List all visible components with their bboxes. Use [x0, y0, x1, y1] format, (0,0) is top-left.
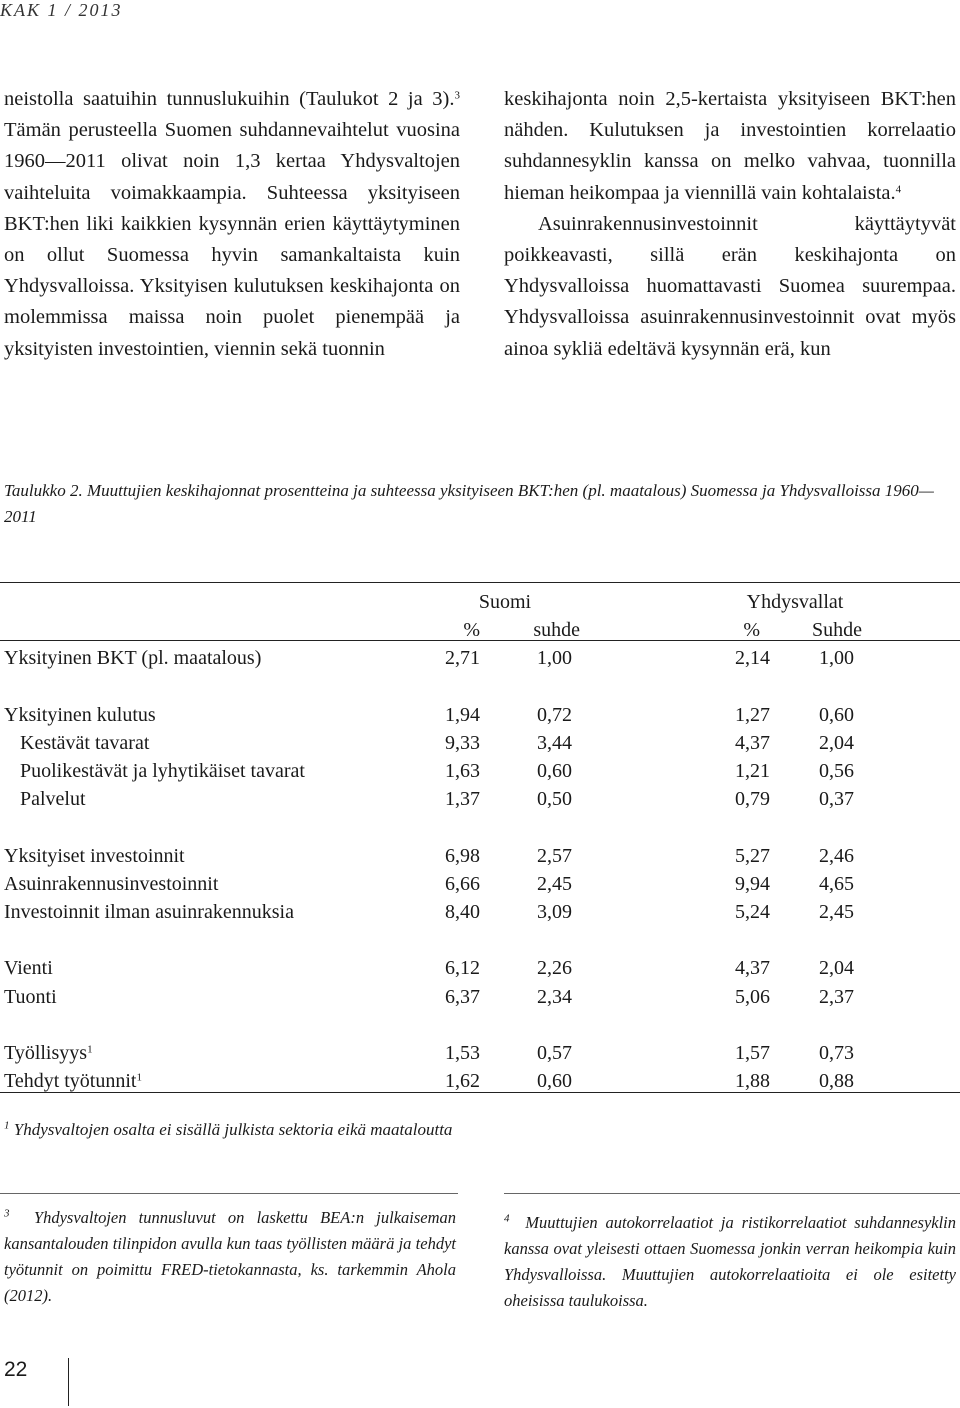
- table-row: [0, 1039, 960, 1067]
- cell-us-ratio: 0,37: [819, 788, 854, 811]
- row-label: Investoinnit ilman asuinrakennuksia: [4, 901, 294, 924]
- cell-us-ratio: 1,00: [819, 647, 854, 670]
- sub-header-percent-us: %: [743, 619, 760, 642]
- table-row: [0, 644, 960, 672]
- table-row: [0, 785, 960, 813]
- sub-header-ratio-us: Suhde: [812, 619, 862, 642]
- cell-fi-percent: 6,66: [445, 872, 480, 895]
- footnote-ref-3: 3: [454, 89, 460, 102]
- table-row: [0, 898, 960, 926]
- row-label: Palvelut: [20, 788, 86, 811]
- cell-us-percent: 5,24: [735, 901, 770, 924]
- right-paragraph-2: Asuinrakennusinvestoinnit käyttäytyvät poikkeavasti, sillä erän keskihajonta on Yhdysvalloissa huomattavasti Suomea suurempaa. Yhdysvalloissa asuinrakennusinvestoinnit ovat myös ainoa sykliä edeltävä kysynnän erä, kun: [504, 212, 956, 360]
- table-sub-header-row: [0, 616, 960, 644]
- footnote-4-mark: 4: [504, 1212, 510, 1225]
- left-paragraph-text-b: Tämän perusteella Suomen suhdannevaihtelut vuosina 1960—2011 olivat noin 1,3 kertaa Yhdysvaltojen vaihteluita voimakkaampia. Suhteessa yksityiseen BKT:hen liki kaikkien kysynnän erien käyttäytyminen on ollut Suomessa hyvin samankaltaista kuin Yhdysvalloissa. Yksityisen kulutuksen keskihajonta on molemmissa maissa noin puolet pienempää ja yksityisten investointien, viennin sekä tuonnin: [4, 119, 460, 360]
- row-label-text: Tehdyt työtunnit: [4, 1070, 137, 1093]
- cell-fi-percent: 8,40: [445, 901, 480, 924]
- cell-fi-ratio: 2,45: [537, 872, 572, 895]
- row-label: [4, 1039, 93, 1067]
- right-text-column: [504, 84, 956, 365]
- group-header-suomi: Suomi: [478, 591, 532, 613]
- cell-us-ratio: 2,45: [819, 901, 854, 924]
- cell-fi-percent: 6,37: [445, 985, 480, 1008]
- table-row: [0, 729, 960, 757]
- cell-fi-percent: 1,63: [445, 760, 480, 783]
- cell-us-percent: 2,14: [735, 647, 770, 670]
- cell-fi-ratio: 0,72: [537, 703, 572, 726]
- footnote-3-mark: 3: [4, 1207, 10, 1220]
- page-number-divider: [68, 1358, 69, 1406]
- cell-us-ratio: 4,65: [819, 872, 854, 895]
- row-label: Yksityinen kulutus: [4, 703, 156, 726]
- data-table: [0, 588, 960, 1095]
- footnote-4: [504, 1210, 956, 1314]
- cell-us-ratio: 2,37: [819, 985, 854, 1008]
- row-label: Yksityinen BKT (pl. maatalous): [4, 647, 262, 670]
- cell-us-percent: 0,79: [735, 788, 770, 811]
- cell-us-ratio: 2,46: [819, 844, 854, 867]
- footnote-rule-right: [504, 1193, 960, 1194]
- cell-fi-percent: 1,37: [445, 788, 480, 811]
- cell-fi-ratio: 0,50: [537, 788, 572, 811]
- right-paragraph-1-text: keskihajonta noin 2,5-kertaista yksityiseen BKT:hen nähden. Kulutuksen ja investointien korrelaatio suhdannesyklin kanssa on melko vahvaa, tuonnilla hieman heikompaa ja viennillä vain kohtalaista.: [504, 88, 956, 204]
- cell-fi-ratio: 0,57: [537, 1042, 572, 1064]
- cell-fi-percent: 6,98: [445, 844, 480, 867]
- cell-fi-ratio: 0,60: [537, 760, 572, 783]
- cell-us-percent: 1,88: [735, 1070, 770, 1093]
- table-row: [0, 701, 960, 729]
- cell-fi-ratio: 3,09: [537, 901, 572, 924]
- row-label-text: Työllisyys: [4, 1042, 88, 1064]
- footnote-3-text: Yhdysvaltojen tunnusluvut on laskettu BEA:n julkaiseman kansantalouden tilinpidon avulla kun taas työllisten määrä ja tehdyt työtunnit on poimittu FRED-tietokannasta, ks. tarkemmin Ahola (2012).: [4, 1208, 457, 1305]
- table-row: [0, 983, 960, 1011]
- cell-us-ratio: 2,04: [819, 957, 854, 980]
- cell-us-percent: 9,94: [735, 872, 770, 895]
- footnote-ref-4: 4: [895, 183, 902, 196]
- cell-fi-percent: 6,12: [445, 957, 480, 980]
- cell-us-percent: 1,57: [735, 1042, 770, 1064]
- row-label: Vienti: [4, 957, 53, 980]
- row-label: [4, 1067, 142, 1095]
- row-label: Kestävät tavarat: [20, 731, 150, 754]
- cell-fi-ratio: 2,34: [537, 985, 572, 1008]
- cell-us-percent: 5,06: [735, 985, 770, 1008]
- table-row: [0, 954, 960, 982]
- cell-fi-ratio: 2,57: [537, 844, 572, 867]
- row-footnote-ref: 1: [136, 1071, 142, 1084]
- page-number: 22: [4, 1358, 28, 1381]
- row-label: Puolikestävät ja lyhytikäiset tavarat: [20, 760, 305, 783]
- table-footnote: [4, 1120, 452, 1140]
- row-label: Tuonti: [4, 985, 57, 1008]
- cell-us-percent: 1,27: [735, 703, 770, 726]
- right-paragraph-1: [504, 84, 956, 209]
- cell-fi-ratio: 0,60: [537, 1070, 572, 1093]
- cell-fi-percent: 2,71: [445, 647, 480, 670]
- footnote-rule-left: [0, 1193, 458, 1194]
- cell-us-percent: 4,37: [735, 957, 770, 980]
- cell-us-ratio: 2,04: [819, 731, 854, 754]
- sub-header-ratio-fi: suhde: [533, 619, 580, 642]
- footnote-3: [4, 1205, 456, 1309]
- cell-fi-percent: 1,53: [445, 1042, 480, 1064]
- cell-fi-ratio: 2,26: [537, 957, 572, 980]
- table-group-header-row: [0, 588, 960, 616]
- table-row: [0, 842, 960, 870]
- sub-header-percent-fi: %: [463, 619, 480, 642]
- cell-us-percent: 1,21: [735, 760, 770, 783]
- cell-us-percent: 4,37: [735, 731, 770, 754]
- cell-us-ratio: 0,60: [819, 703, 854, 726]
- group-header-yhdysvallat: Yhdysvallat: [746, 591, 844, 613]
- table-row: [0, 757, 960, 785]
- cell-fi-percent: 1,94: [445, 703, 480, 726]
- row-label: Yksityiset investoinnit: [4, 844, 185, 867]
- table-footnote-text: Yhdysvaltojen osalta ei sisällä julkista sektoria eikä maataloutta: [9, 1120, 453, 1139]
- footnote-4-text: Muuttujien autokorrelaatiot ja ristikorrelaatiot suhdannesyklin kanssa ovat yleisesti ottaen Suomessa jonkin verran heikompia kuin Yhdysvalloissa. Muuttujien autokorrelaatioita ei ole esitetty oheisissa taulukoissa.: [504, 1213, 957, 1310]
- left-paragraph: [4, 84, 460, 365]
- table-footnote-mark: 1: [4, 1119, 10, 1132]
- table-row: [0, 1067, 960, 1095]
- cell-fi-ratio: 3,44: [537, 731, 572, 754]
- row-footnote-ref: 1: [87, 1043, 93, 1056]
- table-caption: Taulukko 2. Muuttujien keskihajonnat prosentteina ja suhteessa yksityiseen BKT:hen (pl. maatalous) Suomessa ja Yhdysvalloissa 1960—2011: [4, 481, 934, 526]
- left-paragraph-text-a: neistolla saatuihin tunnuslukuihin (Taulukot 2 ja 3).: [4, 88, 455, 110]
- cell-us-ratio: 0,88: [819, 1070, 854, 1093]
- cell-us-ratio: 0,56: [819, 760, 854, 783]
- running-header: KAK 1 / 2013: [0, 0, 123, 20]
- cell-fi-percent: 9,33: [445, 731, 480, 754]
- cell-us-ratio: 0,73: [819, 1042, 854, 1064]
- table-top-rule: [0, 582, 960, 583]
- cell-fi-percent: 1,62: [445, 1070, 480, 1093]
- left-text-column: [4, 84, 460, 365]
- table-row: [0, 870, 960, 898]
- cell-us-percent: 5,27: [735, 844, 770, 867]
- cell-fi-ratio: 1,00: [537, 647, 572, 670]
- row-label: Asuinrakennusinvestoinnit: [4, 872, 219, 895]
